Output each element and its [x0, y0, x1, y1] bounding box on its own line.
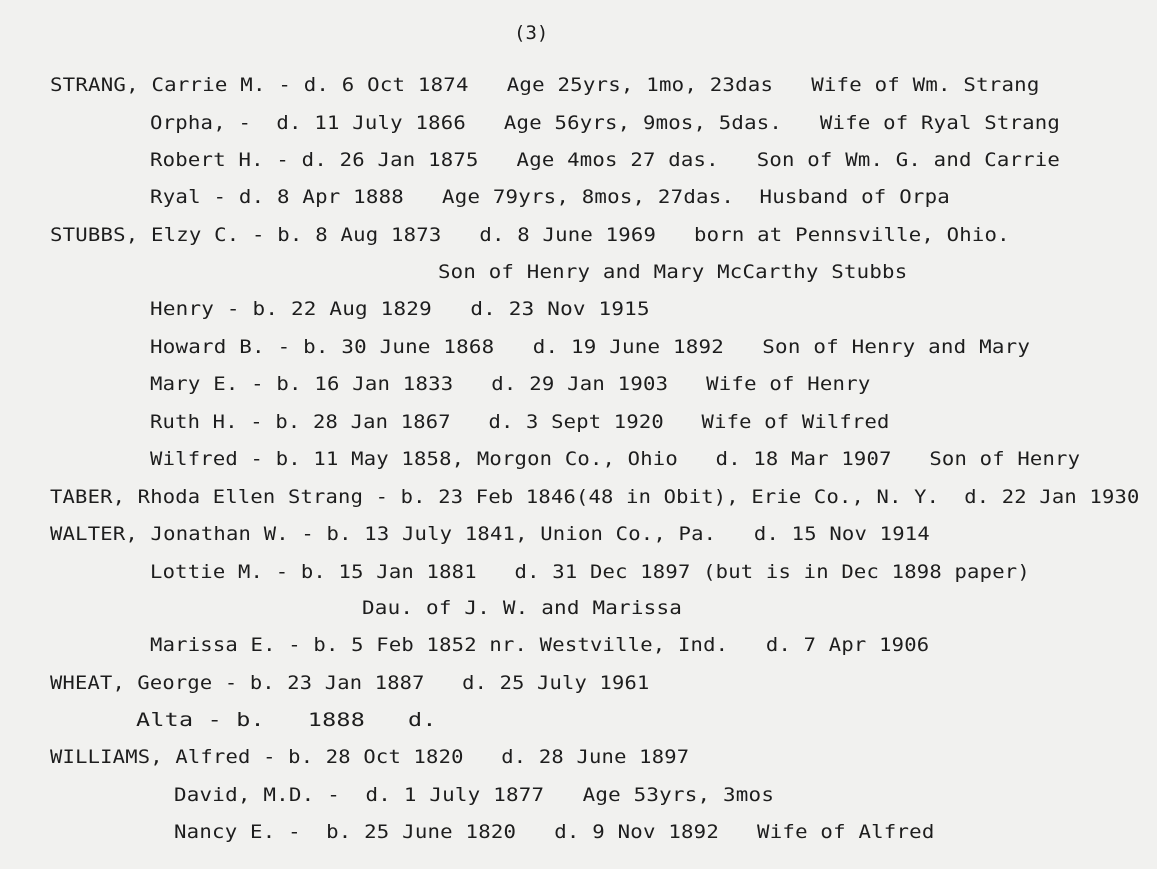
entry-line: Lottie M. - b. 15 Jan 1881 d. 31 Dec 1897 (but is in Dec 1898 paper): [150, 561, 1030, 583]
entry-line: Howard B. - b. 30 June 1868 d. 19 June 1892 Son of Henry and Mary: [150, 336, 1031, 358]
entry-line: Ryal - d. 8 Apr 1888 Age 79yrs, 8mos, 27das. Husband of Orpa: [150, 186, 950, 208]
entry-line: Orpha, - d. 11 July 1866 Age 56yrs, 9mos, 5das. Wife of Ryal Strang: [150, 112, 1061, 134]
entry-line: TABER, Rhoda Ellen Strang - b. 23 Feb 1846(48 in Obit), Erie Co., N. Y. d. 22 Jan 1930: [50, 486, 1140, 508]
entry-line: WALTER, Jonathan W. - b. 13 July 1841, Union Co., Pa. d. 15 Nov 1914: [50, 523, 930, 545]
entry-line: STUBBS, Elzy C. - b. 8 Aug 1873 d. 8 June 1969 born at Pennsville, Ohio.: [50, 224, 1010, 246]
entry-line: Alta - b. 1888 d.: [136, 709, 437, 731]
entry-line: Wilfred - b. 11 May 1858, Morgon Co., Ohio d. 18 Mar 1907 Son of Henry: [150, 448, 1081, 470]
entry-line: Marissa E. - b. 5 Feb 1852 nr. Westville, Ind. d. 7 Apr 1906: [150, 634, 930, 656]
entry-line: David, M.D. - d. 1 July 1877 Age 53yrs, 3mos: [174, 784, 775, 806]
page-number: (3): [514, 22, 549, 44]
entry-line: WILLIAMS, Alfred - b. 28 Oct 1820 d. 28 June 1897: [50, 746, 690, 768]
entry-line: Robert H. - d. 26 Jan 1875 Age 4mos 27 das. Son of Wm. G. and Carrie: [150, 149, 1061, 171]
entry-line: Son of Henry and Mary McCarthy Stubbs: [438, 261, 908, 283]
entry-line: Ruth H. - b. 28 Jan 1867 d. 3 Sept 1920 Wife of Wilfred: [150, 411, 890, 433]
entry-line: Dau. of J. W. and Marissa: [362, 597, 683, 619]
entry-line: Mary E. - b. 16 Jan 1833 d. 29 Jan 1903 Wife of Henry: [150, 373, 871, 395]
entry-line: STRANG, Carrie M. - d. 6 Oct 1874 Age 25yrs, 1mo, 23das Wife of Wm. Strang: [50, 74, 1040, 96]
entry-line: WHEAT, George - b. 23 Jan 1887 d. 25 July 1961: [50, 672, 650, 694]
entry-line: Nancy E. - b. 25 June 1820 d. 9 Nov 1892 Wife of Alfred: [174, 821, 935, 843]
entry-line: Henry - b. 22 Aug 1829 d. 23 Nov 1915: [150, 298, 650, 320]
